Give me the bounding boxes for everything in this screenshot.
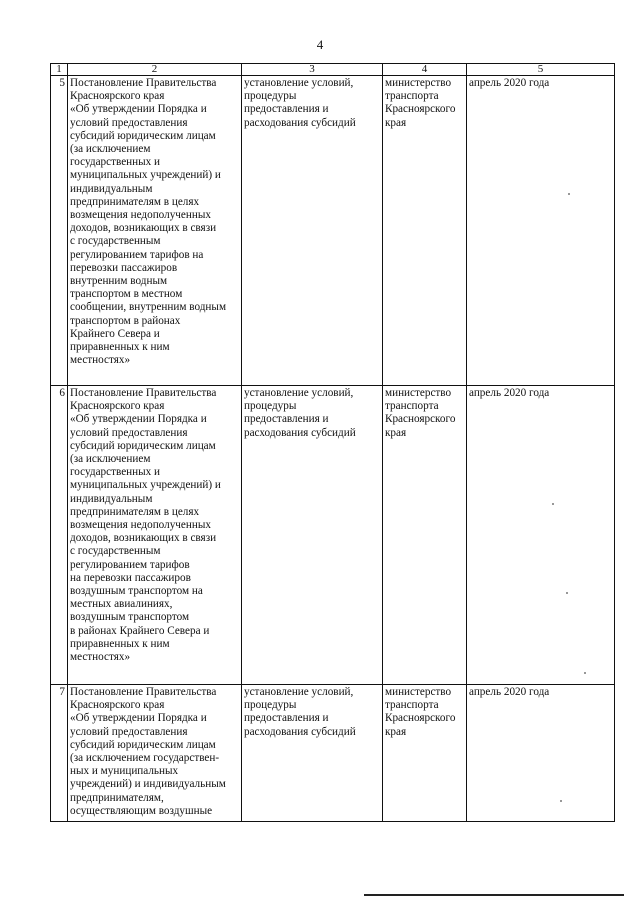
column-header-4: 4 — [383, 64, 467, 76]
row-number: 5 — [51, 76, 68, 386]
responsible-body: министерство транспорта Красноярского края — [383, 386, 467, 685]
scan-speck — [566, 592, 568, 594]
scan-speck — [560, 800, 562, 802]
document-purpose: установление условий, процедуры предоставления и расходования субсидий — [242, 386, 383, 685]
deadline: апрель 2020 года — [467, 76, 615, 386]
deadline: апрель 2020 года — [467, 386, 615, 685]
document-title: Постановление Правительства Красноярского края «Об утверждении Порядка и условий предоставления субсидий юридическим лицам (за исключением государствен- ных и муниципальных учреждений) и индивидуальным предпринимателям, осуществляющим воздушные — [68, 685, 242, 822]
table-row — [51, 386, 615, 685]
document-title: Постановление Правительства Красноярского края «Об утверждении Порядка и условий предоставления субсидий юридическим лицам (за исключением государственных и муниципальных учреждений) и индивидуальным предпринимателям в целях возмещения недополученных доходов, возникающих в связи с государственным регулированием тарифов на перевозки пассажиров внутренним водным транспортом в местном сообщении, внутренним водным транспортом в районах Крайнего Севера и приравненных к ним местностях» — [68, 76, 242, 386]
deadline: апрель 2020 года — [467, 685, 615, 822]
scan-speck — [568, 193, 570, 195]
column-header-3: 3 — [242, 64, 383, 76]
page-number: 4 — [316, 37, 324, 52]
column-number-row — [51, 64, 615, 76]
scan-speck — [584, 672, 586, 674]
row-number: 7 — [51, 685, 68, 822]
responsible-body: министерство транспорта Красноярского края — [383, 685, 467, 822]
column-header-1: 1 — [51, 64, 68, 76]
column-header-2: 2 — [68, 64, 242, 76]
row-number: 6 — [51, 386, 68, 685]
table-row — [51, 685, 615, 822]
responsible-body: министерство транспорта Красноярского края — [383, 76, 467, 386]
document-purpose: установление условий, процедуры предоставления и расходования субсидий — [242, 76, 383, 386]
document-title: Постановление Правительства Красноярского края «Об утверждении Порядка и условий предоставления субсидий юридическим лицам (за исключением государственных и муниципальных учреждений) и индивидуальным предпринимателям в целях возмещения недополученных доходов, возникающих в связи с государственным регулированием тарифов на перевозки пассажиров воздушным транспортом на местных авиалиниях, воздушным транспортом в районах Крайнего Севера и приравненных к ним местностях» — [68, 386, 242, 685]
column-header-5: 5 — [467, 64, 615, 76]
bottom-rule — [364, 894, 624, 896]
document-purpose: установление условий, процедуры предоставления и расходования субсидий — [242, 685, 383, 822]
plan-table — [50, 63, 615, 822]
scan-speck — [552, 503, 554, 505]
table-row — [51, 76, 615, 386]
